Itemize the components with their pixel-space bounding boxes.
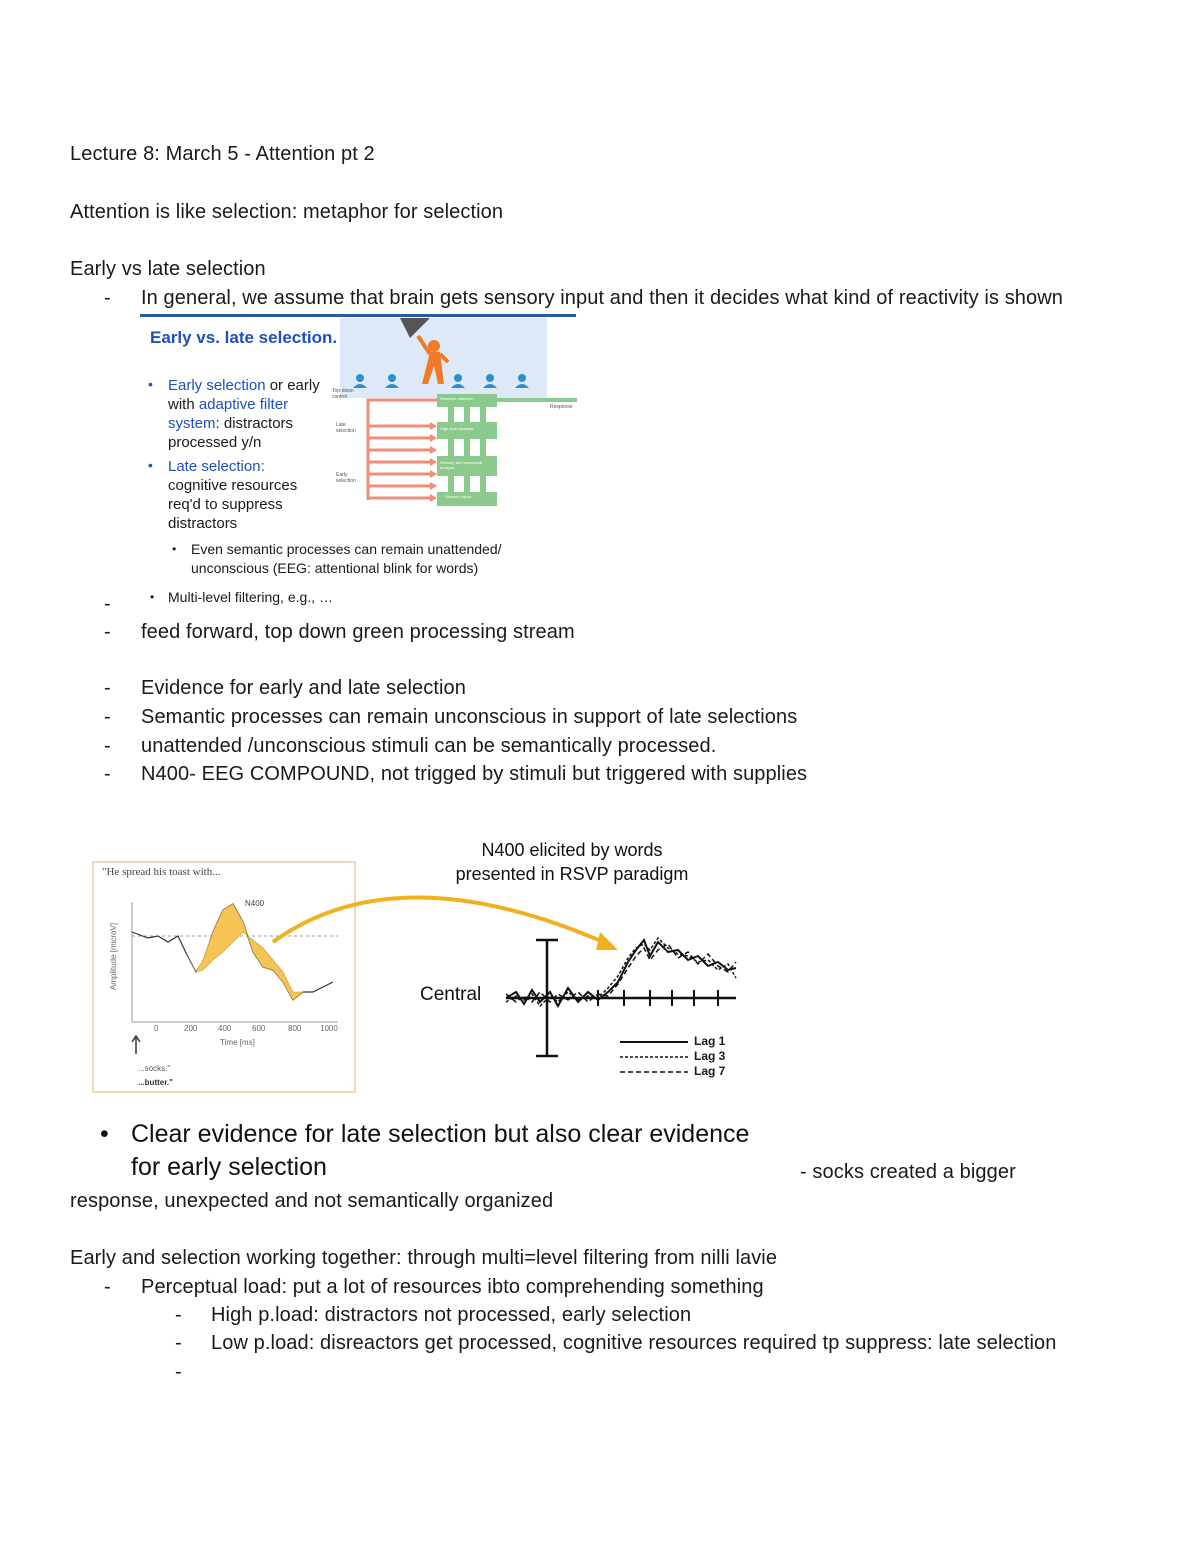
- rsvp-heading: [442, 838, 702, 886]
- slide-sub-dot: •: [172, 542, 177, 556]
- rsvp-trace-lag7: [506, 944, 736, 1002]
- selection-diagram: [330, 318, 580, 518]
- n400-peak-label: N400: [245, 899, 265, 908]
- sub-bullet-dash: -: [175, 1304, 182, 1326]
- bullet-dash: -: [104, 763, 111, 785]
- slide-sub-line2: unconscious (EEG: attentional blink for words): [191, 560, 479, 576]
- selection-arrows: [368, 400, 437, 500]
- legend-lag7: Lag 7: [694, 1064, 726, 1078]
- slide-reqd: req'd to suppress: [168, 496, 283, 513]
- bullet-dash: -: [104, 735, 111, 757]
- bullet-dash: -: [104, 287, 111, 309]
- slide-colon: :: [260, 458, 265, 475]
- slide-sub-line1: Even semantic processes can remain unattended/: [191, 541, 502, 557]
- evidence-item: Evidence for early and late selection: [141, 677, 466, 699]
- slide-early-selection: Early selection: [168, 377, 266, 394]
- central-label: Central: [420, 984, 482, 1005]
- x-tick: 200: [184, 1024, 198, 1033]
- legend-lag3: Lag 3: [694, 1049, 726, 1063]
- rsvp-trace-lag3: [506, 938, 736, 1006]
- sub-bullet-low-load: Low p.load: disreactors get processed, cognitive resources required tp suppress: late selection: [211, 1332, 1057, 1354]
- socks-note: - socks created a bigger: [800, 1161, 1016, 1183]
- big-bullet-line1: Clear evidence for late selection but also clear evidence: [131, 1120, 750, 1148]
- evidence-item: unattended /unconscious stimuli can be semantically processed.: [141, 735, 717, 757]
- bullet-feed-forward: feed forward, top down green processing stream: [141, 621, 575, 643]
- slide-sub-semantic: [191, 540, 502, 578]
- slide-late-selection: Late selection: [168, 458, 261, 475]
- diagram-box-label-inputs: Sensory inputs: [445, 494, 472, 499]
- slide-top-rule: [140, 314, 576, 317]
- page-title: Lecture 8: March 5 - Attention pt 2: [70, 143, 375, 165]
- section-heading-working-together: Early and selection working together: through multi=level filtering from nilli lavie: [70, 1247, 778, 1269]
- x-tick: 0: [154, 1024, 159, 1033]
- bullet-dash: -: [104, 706, 111, 728]
- slide-system: system: [168, 415, 216, 432]
- slide-processed: processed y/n: [168, 434, 262, 451]
- x-tick: 600: [252, 1024, 266, 1033]
- amplitude-axis-label: Amplitude [microV]: [109, 922, 119, 991]
- big-bullet-dot: •: [100, 1120, 109, 1148]
- slide-bullet-dot: •: [148, 457, 153, 473]
- x-tick: 800: [288, 1024, 302, 1033]
- curved-arrow-head: [596, 932, 618, 950]
- bullet-dash: -: [104, 621, 111, 643]
- legend-lag1: Lag 1: [694, 1034, 726, 1048]
- slide-with: with: [168, 396, 199, 413]
- intro-paragraph: Attention is like selection: metaphor for selection: [70, 201, 504, 223]
- n400-figure: [88, 832, 748, 1094]
- slide-sub-multilevel: Multi-level filtering, e.g., …: [168, 589, 333, 605]
- slide-or-early: or early: [265, 377, 320, 394]
- x-tick: 1000: [320, 1024, 338, 1033]
- section-heading-early-late: Early vs late selection: [70, 258, 266, 280]
- x-tick: 400: [218, 1024, 232, 1033]
- bullet-perceptual-load: Perceptual load: put a lot of resources ibto comprehending something: [141, 1276, 764, 1298]
- rsvp-trace-lag1: [506, 940, 736, 1006]
- sentence-quote: "He spread his toast with...: [102, 866, 221, 878]
- bullet-dash-empty: -: [104, 593, 111, 615]
- diagram-box-label-sensory: Sensory and perceptual analysis: [440, 460, 483, 470]
- time-axis-label: Time [ms]: [220, 1038, 255, 1047]
- slide-bullet-late: [168, 457, 297, 533]
- slide-adaptive-filter: adaptive filter: [198, 396, 289, 413]
- slide-bullet-dot: •: [148, 376, 153, 392]
- diagram-response-label: Response: [550, 404, 573, 410]
- slide-cognitive: cognitive resources: [168, 477, 298, 494]
- bullet-dash: -: [104, 677, 111, 699]
- sub-bullet-dash-empty: -: [175, 1361, 182, 1383]
- early-late-selection-slide: [140, 314, 580, 614]
- word-butter: ...butter.": [138, 1078, 173, 1087]
- bullet-dash: -: [104, 1276, 111, 1298]
- diagram-box-label-high: High-level analysis: [440, 426, 474, 431]
- evidence-item: Semantic processes can remain unconscious in support of late selections: [141, 706, 798, 728]
- word-socks: ...socks.": [138, 1064, 171, 1073]
- slide-title: Early vs. late selection.: [150, 328, 338, 347]
- slide-distractors2: distractors: [168, 515, 238, 532]
- slide-distractors: : distractors: [215, 415, 294, 432]
- diagram-early-label: Early selection: [336, 472, 356, 484]
- bullet-text: In general, we assume that brain gets sensory input and then it decides what kind of reactivity is shown: [141, 287, 1064, 309]
- sub-bullet-dash: -: [175, 1332, 182, 1354]
- rsvp-heading-line2: presented in RSVP paradigm: [455, 864, 689, 884]
- rsvp-heading-line1: N400 elicited by words: [481, 840, 663, 860]
- diagram-box-label-semantic: Semantic selection: [440, 396, 474, 401]
- diagram-top-down-label: Top-down control: [332, 388, 354, 400]
- slide-sub-dot: •: [150, 590, 155, 604]
- processing-stream: [437, 394, 577, 506]
- big-bullet-line2: for early selection: [131, 1153, 327, 1181]
- slide-bullet-early: [168, 376, 320, 452]
- diagram-late-label: Late selection: [336, 422, 356, 434]
- socks-note-continued: response, unexpected and not semantically organized: [70, 1190, 554, 1212]
- evidence-item: N400- EEG COMPOUND, not trigged by stimuli but triggered with supplies: [141, 763, 808, 785]
- arrow-heads: [430, 422, 437, 502]
- sub-bullet-high-load: High p.load: distractors not processed, early selection: [211, 1304, 692, 1326]
